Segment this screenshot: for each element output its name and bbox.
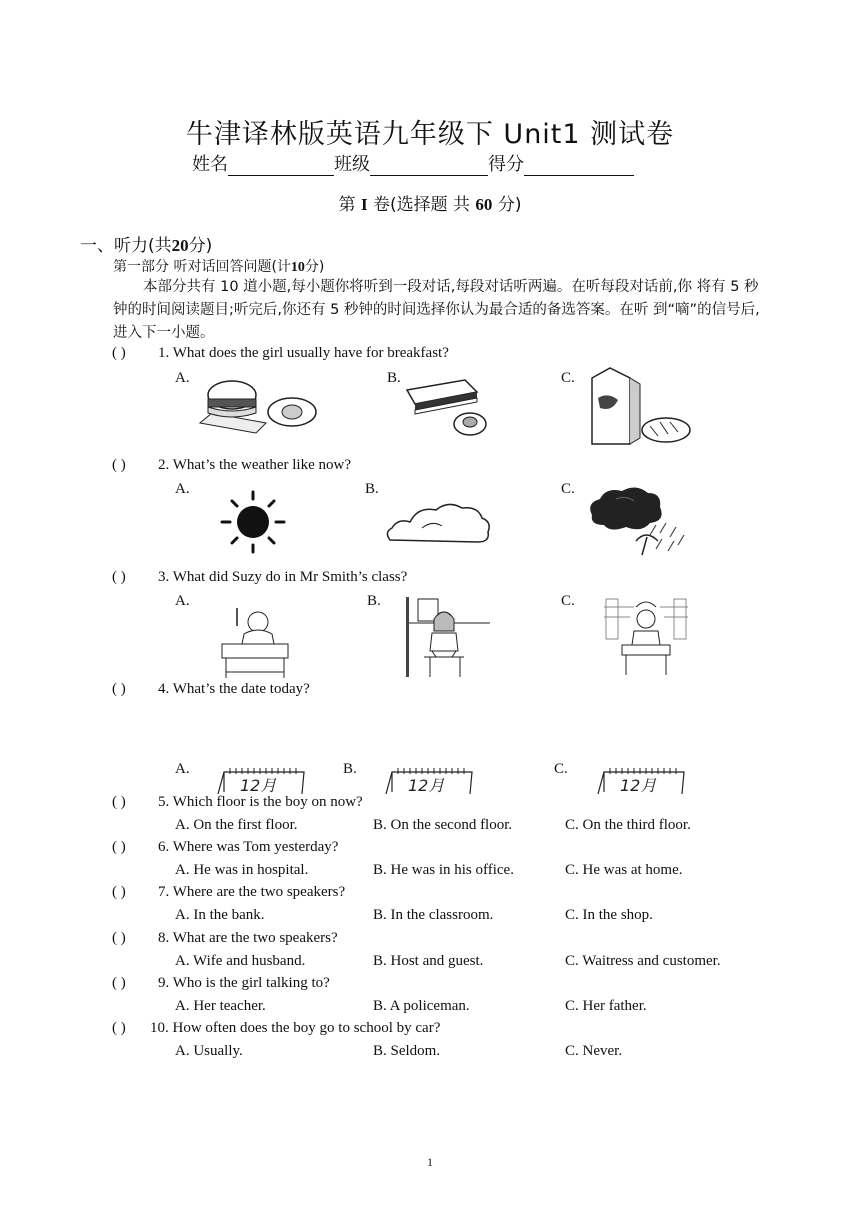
- question-text: 8. What are the two speakers?: [158, 930, 338, 946]
- class-blank[interactable]: [370, 157, 488, 176]
- option-b[interactable]: B.: [343, 761, 357, 777]
- option-b[interactable]: B.: [387, 370, 401, 386]
- option-a[interactable]: A.: [175, 593, 190, 609]
- question-text: 7. Where are the two speakers?: [158, 884, 346, 900]
- option-b[interactable]: B.: [365, 481, 379, 497]
- sun-icon: [220, 490, 290, 554]
- question-2: [112, 457, 351, 474]
- question-3: [112, 569, 407, 586]
- name-label: 姓名: [192, 154, 228, 175]
- question-7: [112, 884, 345, 901]
- question-6: [112, 839, 338, 856]
- calendar-label: 12月: [240, 776, 277, 795]
- volume-suffix: 分): [497, 195, 522, 215]
- option-a[interactable]: A. Usually.: [175, 1043, 243, 1059]
- score-label: 得分: [488, 154, 524, 175]
- section-heading: [80, 231, 212, 256]
- option-b[interactable]: B. On the second floor.: [373, 817, 513, 833]
- burger-and-egg-icon: [194, 375, 319, 437]
- part-text: 第一部分 听对话回答问题(计: [113, 259, 291, 275]
- option-b[interactable]: B. In the classroom.: [373, 907, 494, 923]
- answer-paren[interactable]: ( ): [112, 794, 126, 810]
- option-c[interactable]: C.: [561, 593, 575, 609]
- volume-heading: [0, 190, 860, 215]
- question-text: 1. What does the girl usually have for breakfast?: [158, 345, 449, 361]
- question-text: 9. Who is the girl talking to?: [158, 975, 330, 991]
- option-a[interactable]: A. He was in hospital.: [175, 862, 309, 878]
- option-b[interactable]: B. A policeman.: [373, 998, 470, 1014]
- section-suffix: 分): [188, 236, 213, 256]
- question-4: [112, 681, 310, 698]
- option-c[interactable]: C. Her father.: [565, 998, 647, 1014]
- option-c[interactable]: C.: [561, 481, 575, 497]
- option-a[interactable]: A. On the first floor.: [175, 817, 298, 833]
- option-a[interactable]: A. In the bank.: [175, 907, 265, 923]
- answer-paren[interactable]: ( ): [112, 345, 126, 361]
- option-b[interactable]: B. Host and guest.: [373, 953, 484, 969]
- question-text: 2. What’s the weather like now?: [158, 457, 351, 473]
- answer-paren[interactable]: ( ): [112, 457, 126, 473]
- girl-reading-icon: [404, 597, 492, 679]
- girl-in-classroom-icon: [604, 597, 688, 679]
- storm-cloud-icon: [586, 485, 692, 561]
- section-points: 20: [171, 236, 189, 255]
- score-blank[interactable]: [524, 157, 634, 176]
- option-c[interactable]: C. He was at home.: [565, 862, 683, 878]
- calendar-icon: [384, 768, 476, 796]
- option-a[interactable]: A.: [175, 481, 190, 497]
- option-a[interactable]: A.: [175, 370, 190, 386]
- question-1: [112, 345, 449, 362]
- option-a[interactable]: A. Wife and husband.: [175, 953, 306, 969]
- question-text: 6. Where was Tom yesterday?: [158, 839, 339, 855]
- option-b[interactable]: B.: [367, 593, 381, 609]
- question-5: [112, 794, 363, 811]
- part-suffix: 分): [304, 259, 325, 275]
- answer-paren[interactable]: ( ): [112, 975, 126, 991]
- option-a[interactable]: A. Her teacher.: [175, 998, 266, 1014]
- option-c[interactable]: C. On the third floor.: [565, 817, 691, 833]
- question-text: 4. What’s the date today?: [158, 681, 310, 697]
- milk-and-bread-icon: [588, 368, 693, 450]
- page-title: 牛津译林版英语九年级下 Unit1 测试卷: [185, 119, 675, 150]
- calendar-label: 12月: [408, 776, 445, 795]
- question-text: 10. How often does the boy go to school by car?: [150, 1020, 441, 1036]
- sandwich-and-egg-icon: [405, 376, 495, 440]
- volume-text: 卷(选择题 共: [372, 195, 471, 215]
- option-c[interactable]: C. In the shop.: [565, 907, 653, 923]
- option-c[interactable]: C.: [554, 761, 568, 777]
- option-c[interactable]: C.: [561, 370, 575, 386]
- cloud-icon: [382, 500, 494, 548]
- part-heading: [113, 256, 324, 276]
- answer-paren[interactable]: ( ): [112, 930, 126, 946]
- girl-sleeping-at-desk-icon: [220, 606, 290, 680]
- calendar-label: 12月: [620, 776, 657, 795]
- calendar-icon: [596, 768, 688, 796]
- answer-paren[interactable]: ( ): [112, 569, 126, 585]
- answer-paren[interactable]: ( ): [112, 839, 126, 855]
- answer-paren[interactable]: ( ): [112, 884, 126, 900]
- class-label: 班级: [334, 154, 370, 175]
- question-10: [112, 1020, 440, 1037]
- option-a[interactable]: A.: [175, 761, 190, 777]
- name-blank[interactable]: [228, 157, 334, 176]
- answer-paren[interactable]: ( ): [112, 1020, 126, 1036]
- question-8: [112, 930, 338, 947]
- option-c[interactable]: C. Never.: [565, 1043, 623, 1059]
- volume-points: 60: [475, 195, 493, 214]
- student-info-line: [192, 150, 634, 176]
- volume-number: I: [360, 195, 368, 214]
- part-points: 10: [290, 260, 305, 275]
- section-label: 一、听力(共: [80, 236, 172, 256]
- calendar-icon: [216, 768, 308, 796]
- option-c[interactable]: C. Waitress and customer.: [565, 953, 721, 969]
- question-9: [112, 975, 330, 992]
- instructions: [113, 276, 773, 345]
- instruction-text: 本部分共有 10 道小题,每小题你将听到一段对话,每段对话听两遍。在听每段对话前,你 将有 5 秒钟的时间阅读题目;听完后,你还有 5 秒钟的时间选择你认为最合适的备选答案。在听 到“嘀”的信号后,进入下一小题。: [113, 279, 760, 341]
- page-number: 1: [427, 1155, 433, 1169]
- option-b[interactable]: B. Seldom.: [373, 1043, 441, 1059]
- question-text: 5. Which floor is the boy on now?: [158, 794, 363, 810]
- volume-prefix: 第: [338, 195, 356, 215]
- option-b[interactable]: B. He was in his office.: [373, 862, 514, 878]
- answer-paren[interactable]: ( ): [112, 681, 126, 697]
- question-text: 3. What did Suzy do in Mr Smith’s class?: [158, 569, 408, 585]
